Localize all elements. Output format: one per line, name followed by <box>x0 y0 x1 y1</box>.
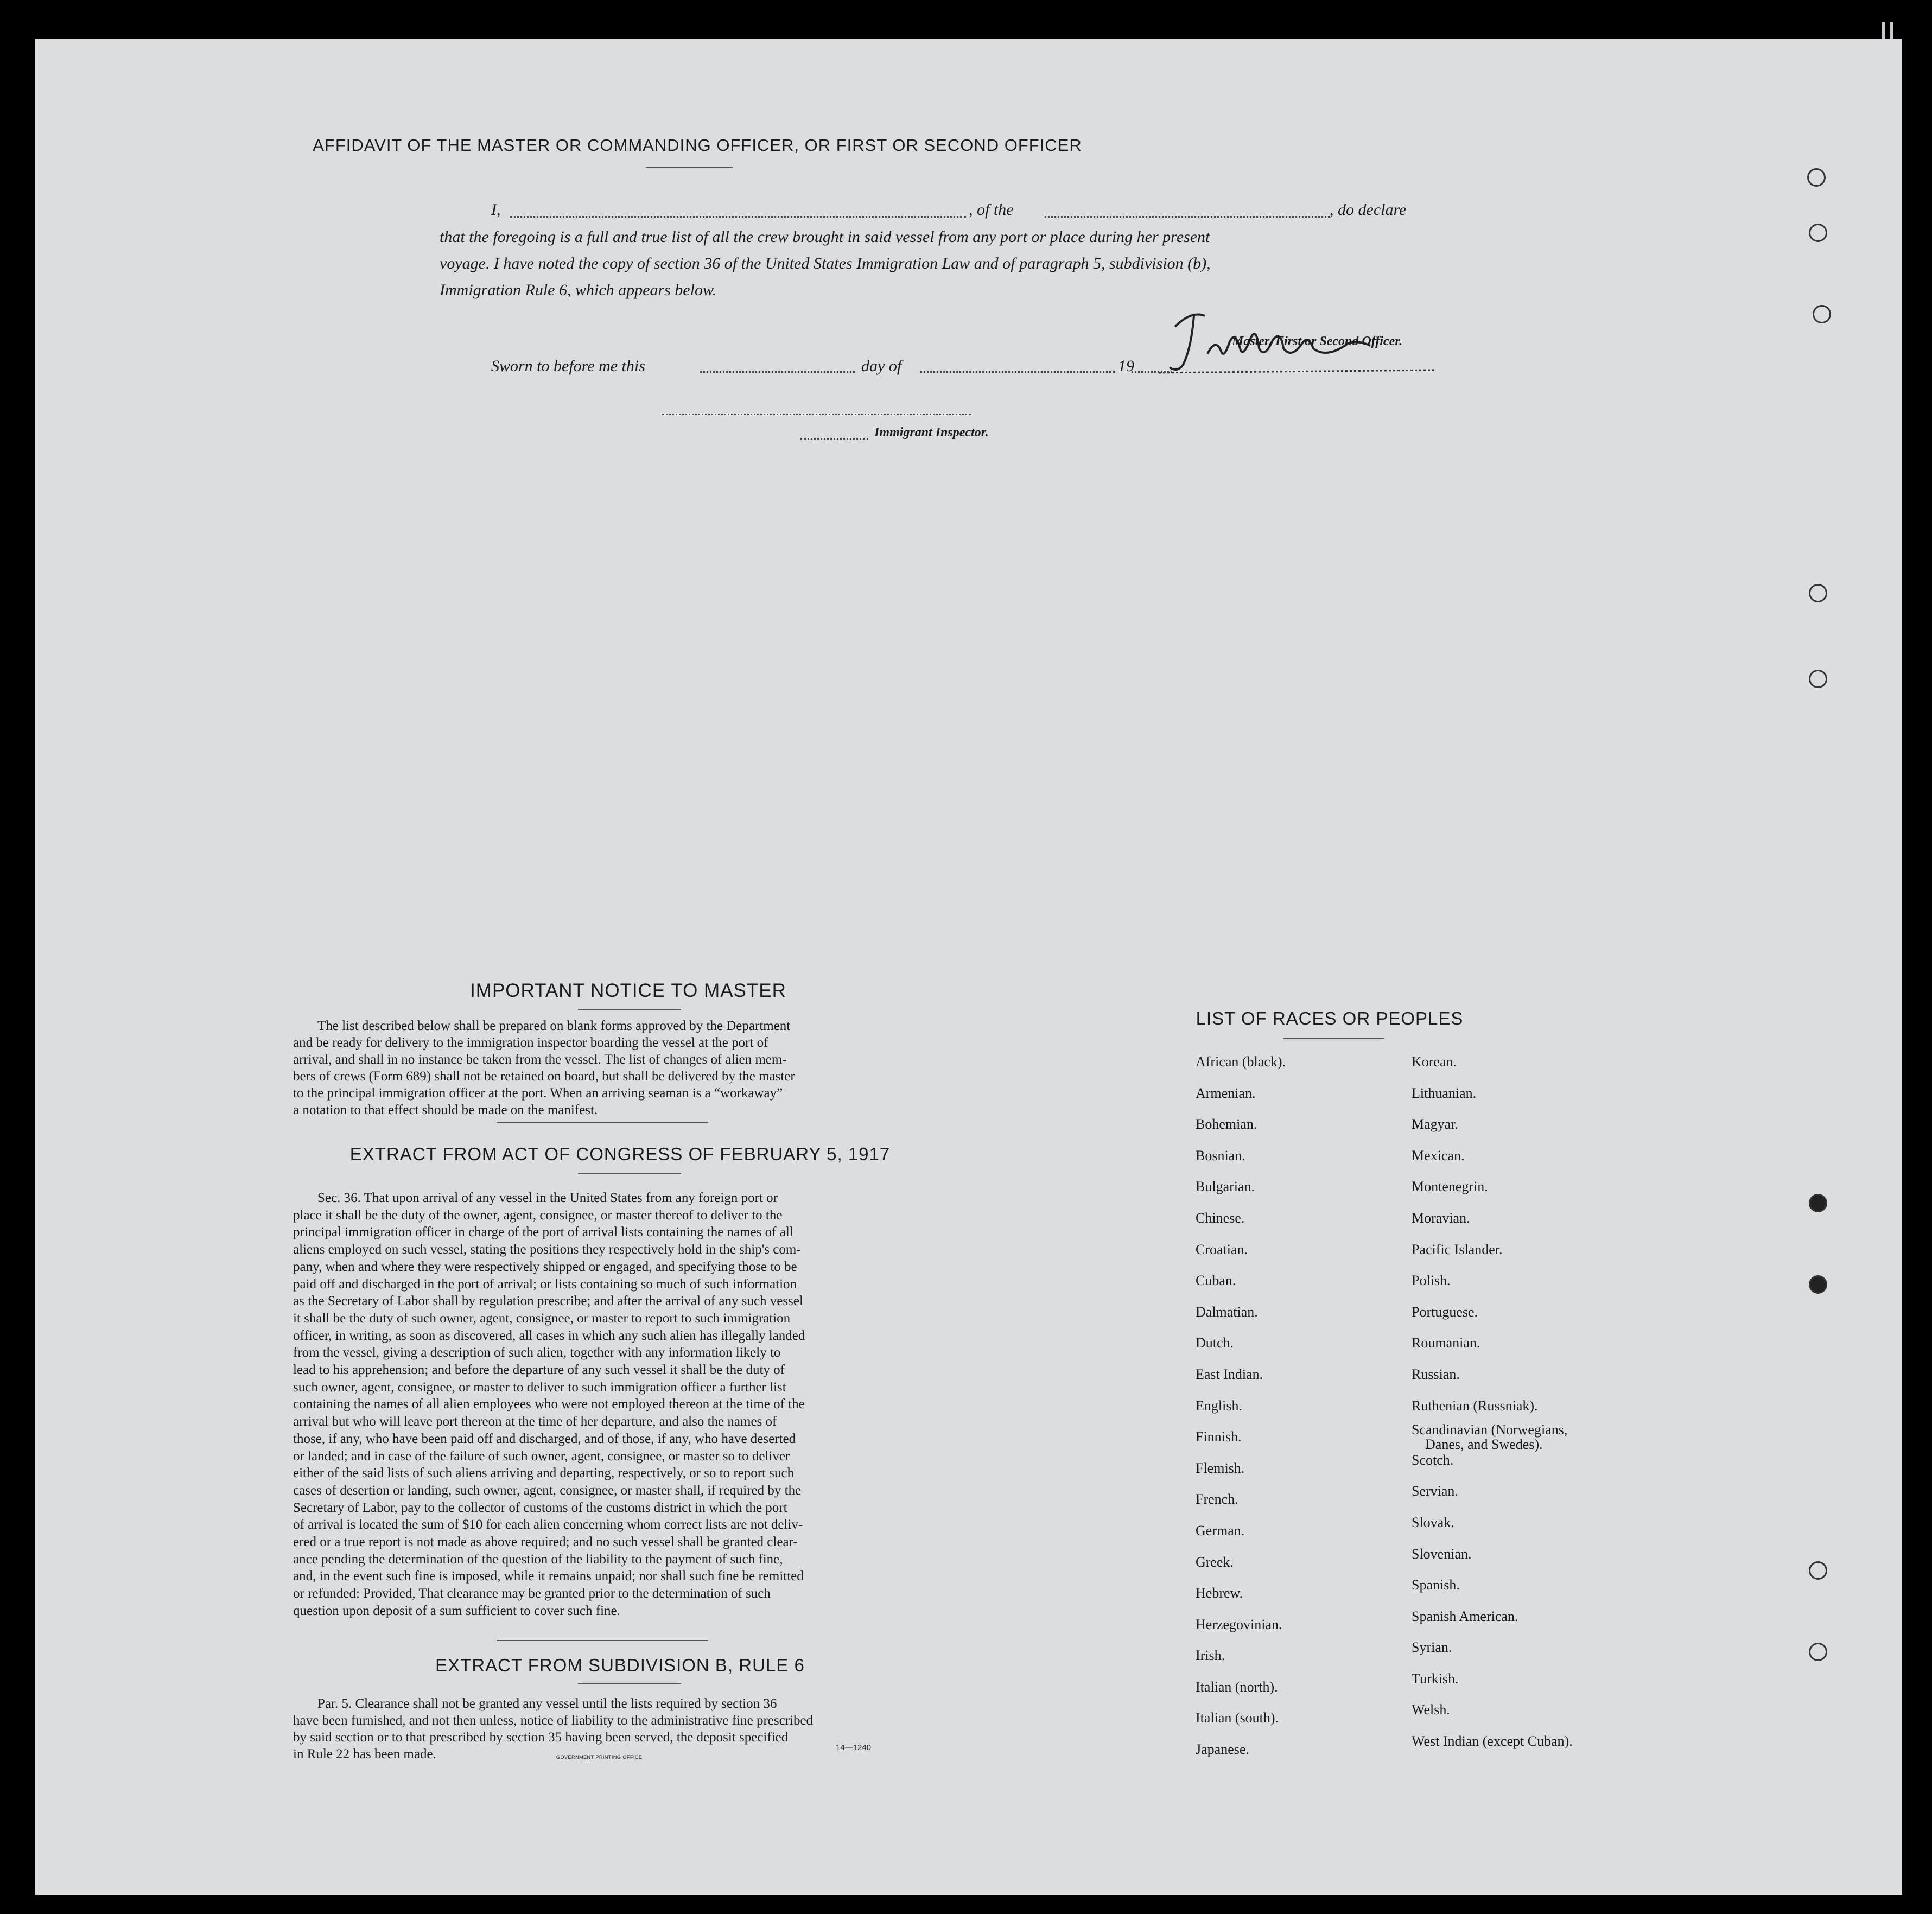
race-item: Bohemian. <box>1196 1116 1257 1133</box>
binding-hole <box>1809 224 1827 242</box>
affidavit-do-declare: , do declare <box>1330 201 1407 219</box>
race-item: Mexican. <box>1412 1147 1465 1163</box>
race-item-line: Scandinavian (Norwegians, <box>1412 1422 1568 1438</box>
act-line: ance pending the determination of the question of the liability to the payment of such fine, <box>293 1551 783 1567</box>
race-item: Lithuanian. <box>1412 1085 1477 1101</box>
section-rule <box>497 1640 708 1641</box>
race-item: Armenian. <box>1196 1085 1256 1101</box>
affidavit-line3: voyage. I have noted the copy of section 36 of the United States Immigration Law and of paragraph 5, subdivision (b), <box>440 255 1211 272</box>
binding-hole <box>1809 670 1827 688</box>
notice-text <box>293 1018 947 1118</box>
day-of-label: day of <box>861 357 902 375</box>
races-right-column <box>1412 1054 1573 1765</box>
act-line: arrival but who will leave port thereon at the time of her departure, and also the names of <box>293 1414 777 1429</box>
race-item: Dalmatian. <box>1196 1303 1258 1320</box>
race-item: Japanese. <box>1196 1741 1249 1758</box>
act-line: or refunded: Provided, That clearance may be granted prior to the determination of such <box>293 1586 771 1601</box>
act-line: question upon deposit of a sum sufficient to cover such fine. <box>293 1603 620 1618</box>
race-item: Syrian. <box>1412 1639 1452 1656</box>
act-line: those, if any, who have been paid off and discharged, and of those, if any, who have deserted <box>293 1431 796 1446</box>
inspector-label: Immigrant Inspector. <box>874 425 989 440</box>
binding-hole <box>1809 1275 1827 1294</box>
race-item: Dutch. <box>1196 1335 1234 1351</box>
race-item: Korean. <box>1412 1054 1457 1070</box>
race-item: East Indian. <box>1196 1366 1263 1382</box>
printer-imprint: GOVERNMENT PRINTING OFFICE <box>556 1754 643 1760</box>
race-item: Croatian. <box>1196 1241 1248 1257</box>
race-item: Portuguese. <box>1412 1303 1478 1320</box>
officer-signature <box>1153 278 1435 381</box>
race-item: Irish. <box>1196 1648 1225 1664</box>
act-line: such owner, agent, consignee, or master to deliver to such immigration officer a further list <box>293 1379 786 1395</box>
races-left-column <box>1196 1054 1286 1773</box>
year-blank <box>1132 371 1172 373</box>
race-item: Chinese. <box>1196 1210 1245 1226</box>
rule-line: by said section or to that prescribed by section 35 having been served, the deposit specified <box>293 1730 789 1745</box>
rule-rule <box>578 1683 681 1684</box>
year-prefix: 19 <box>1118 357 1134 375</box>
day-blank <box>700 371 855 373</box>
rule-line: Par. 5. Clearance shall not be granted any vessel until the lists required by section 36 <box>317 1696 777 1711</box>
binding-hole <box>1813 305 1831 323</box>
race-item: Polish. <box>1412 1273 1451 1289</box>
act-line: or landed; and in case of the failure of such owner, agent, consignee, or master so to deliver <box>293 1448 790 1464</box>
races-title: LIST OF RACES OR PEOPLES <box>1196 1008 1464 1028</box>
race-item: Spanish. <box>1412 1577 1460 1593</box>
race-item: Welsh. <box>1412 1702 1450 1718</box>
form-number: 14—1240 <box>836 1743 872 1752</box>
rule-text <box>293 1695 947 1763</box>
race-item: Bosnian. <box>1196 1147 1245 1163</box>
race-item: German. <box>1196 1522 1245 1538</box>
notice-line: and be ready for delivery to the immigration inspector boarding the vessel at the port of <box>293 1035 768 1050</box>
race-item-line: Danes, and Swedes). <box>1425 1436 1543 1453</box>
race-item: Spanish American. <box>1412 1608 1518 1624</box>
race-item: Roumanian. <box>1412 1335 1480 1351</box>
notice-line: The list described below shall be prepared on blank forms approved by the Department <box>317 1019 791 1033</box>
race-item: West Indian (except Cuban). <box>1412 1733 1573 1750</box>
act-line: cases of desertion or landing, such owner, agent, consignee, or master shall, if required by the <box>293 1483 802 1498</box>
binding-hole <box>1809 1561 1827 1580</box>
race-item: Greek. <box>1196 1554 1234 1570</box>
act-line: officer, in writing, as soon as discovered, all cases in which any such alien has illegally landed <box>293 1328 805 1343</box>
rule-line: in Rule 22 has been made. <box>293 1747 436 1762</box>
affidavit-title: AFFIDAVIT OF THE MASTER OR COMMANDING OFFICER, OR FIRST OR SECOND OFFICER <box>313 136 1082 155</box>
vessel-blank <box>1045 216 1330 218</box>
race-item: Magyar. <box>1412 1116 1458 1133</box>
binding-hole <box>1809 584 1827 602</box>
act-line: as the Secretary of Labor shall by regulation prescribe; and after the arrival of any such vessel <box>293 1294 803 1309</box>
race-item: Montenegrin. <box>1412 1179 1488 1195</box>
notice-line: arrival, and shall in no instance be taken from the vessel. The list of changes of alien mem- <box>293 1052 787 1067</box>
race-item: Servian. <box>1412 1483 1458 1499</box>
race-item: Bulgarian. <box>1196 1179 1255 1195</box>
race-item: Slovenian. <box>1412 1546 1472 1562</box>
act-line: containing the names of all alien employees who were not employed thereon at the time of the <box>293 1397 805 1412</box>
title-rule <box>646 167 733 168</box>
race-item <box>1412 1422 1573 1454</box>
race-item: Moravian. <box>1412 1210 1470 1226</box>
act-line: Secretary of Labor, pay to the collector of customs of the customs district in which the port <box>293 1500 787 1515</box>
act-line: from the vessel, giving a description of such alien, together with any information likely to <box>293 1345 781 1360</box>
races-rule <box>1283 1038 1384 1039</box>
race-item: Scotch. <box>1412 1452 1454 1468</box>
race-item: English. <box>1196 1397 1242 1414</box>
act-line: and, in the event such fine is imposed, while it remains unpaid; nor shall such fine be remitted <box>293 1569 804 1584</box>
race-item: Herzegovinian. <box>1196 1616 1282 1632</box>
section-rule <box>497 1122 708 1123</box>
sworn-label: Sworn to before me this <box>491 357 645 375</box>
act-title: EXTRACT FROM ACT OF CONGRESS OF FEBRUARY 5, 1917 <box>349 1144 891 1164</box>
inspector-signature-line <box>662 414 971 415</box>
master-label: Master, First or Second Officer. <box>1232 334 1403 348</box>
race-item: Hebrew. <box>1196 1585 1243 1601</box>
inspector-dots <box>800 438 868 440</box>
act-line: pany, when and where they were respectively shipped or engaged, and specifying those to be <box>293 1259 797 1274</box>
race-item: Finnish. <box>1196 1429 1242 1445</box>
race-item: Italian (north). <box>1196 1678 1278 1695</box>
race-item: Cuban. <box>1196 1273 1236 1289</box>
race-item: Turkish. <box>1412 1670 1459 1687</box>
rule-line: have been furnished, and not then unless, notice of liability to the administrative fine prescribed <box>293 1713 814 1728</box>
act-line: Sec. 36. That upon arrival of any vessel in the United States from any foreign port or <box>317 1191 778 1205</box>
name-blank <box>510 216 966 218</box>
act-line: principal immigration officer in charge of the port of arrival lists containing the names of all <box>293 1225 793 1240</box>
affidavit-i-label: I, <box>491 201 501 219</box>
race-item: Italian (south). <box>1196 1710 1279 1726</box>
race-item: Pacific Islander. <box>1412 1241 1503 1257</box>
affidavit-line2: that the foregoing is a full and true list of all the crew brought in said vessel from any port or place during her present <box>440 228 1210 246</box>
rule-title: EXTRACT FROM SUBDIVISION B, RULE 6 <box>435 1655 805 1675</box>
race-item: Ruthenian (Russniak). <box>1412 1397 1538 1414</box>
month-blank <box>920 371 1115 373</box>
race-item: African (black). <box>1196 1054 1286 1070</box>
act-line: lead to his apprehension; and before the departure of any such vessel it shall be the duty of <box>293 1363 785 1378</box>
race-item: Russian. <box>1412 1366 1460 1382</box>
affidavit-of-the: , of the <box>969 201 1014 219</box>
binding-hole <box>1809 1194 1827 1212</box>
manifest-page <box>35 39 1902 1895</box>
act-line: aliens employed on such vessel, stating the positions they respectively hold in the ship's com- <box>293 1242 801 1257</box>
notice-title: IMPORTANT NOTICE TO MASTER <box>470 980 786 1001</box>
notice-line: to the principal immigration officer at the port. When an arriving seaman is a “workaway” <box>293 1086 783 1101</box>
notice-line: bers of crews (Form 689) shall not be retained on board, but shall be delivered by the master <box>293 1069 795 1084</box>
race-item: Flemish. <box>1196 1460 1245 1476</box>
act-line: either of the said lists of such aliens arriving and departing, respectively, or so to report such <box>293 1466 795 1481</box>
notice-line: a notation to that effect should be made on the manifest. <box>293 1103 598 1117</box>
act-line: paid off and discharged in the port of arrival; or lists containing so much of such information <box>293 1276 797 1292</box>
act-line: ered or a true report is not made as above required; and no such vessel shall be granted clear- <box>293 1535 798 1550</box>
act-line: of arrival is located the sum of $10 for each alien concerning whom correct lists are not deliv- <box>293 1517 803 1533</box>
affidavit-line4: Immigration Rule 6, which appears below. <box>440 281 717 299</box>
act-line: place it shall be the duty of the owner, agent, consignee, or master thereof to deliver to the <box>293 1207 783 1223</box>
binding-hole <box>1807 168 1826 187</box>
act-line: it shall be the duty of such owner, agent, consignee, or master to report to such immigration <box>293 1311 791 1326</box>
act-text <box>293 1190 947 1620</box>
race-item: Slovak. <box>1412 1514 1454 1530</box>
notice-rule <box>578 1009 681 1010</box>
binding-hole <box>1809 1643 1827 1661</box>
race-item: French. <box>1196 1491 1238 1508</box>
act-rule <box>578 1173 681 1174</box>
